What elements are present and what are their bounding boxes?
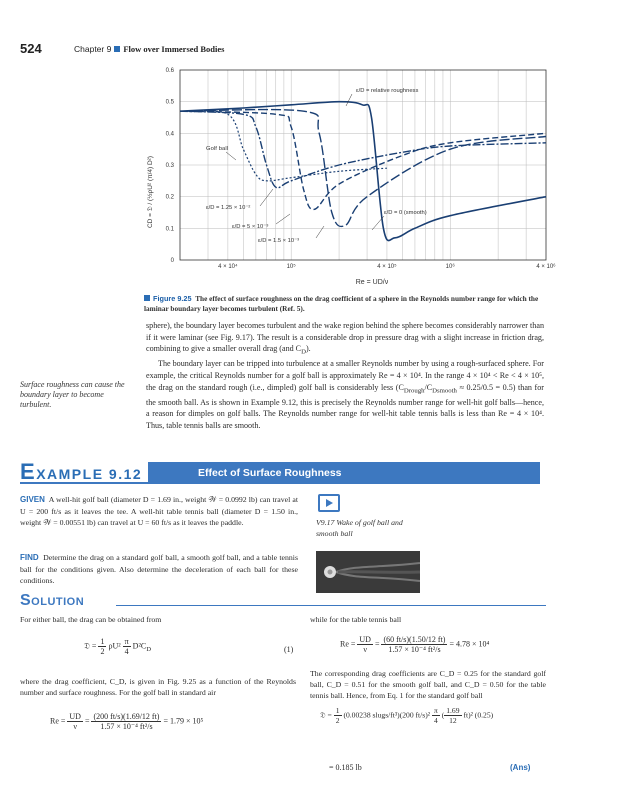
chapter-title: Flow over Immersed Bodies (123, 44, 225, 54)
paragraph: The boundary layer can be tripped into turbulence at a smaller Reynolds number by using a rough-surfaced sphere. For example, the critical Reynolds number for a golf ball is approximately Re = 4 × 10⁴. In the range 4 × 10⁴ < Re < 4 × 10⁵, the drag on the standard rough (i.e., dimpled) golf ball is considerably less $(C_{Drough}/C_{Dsmooth} \approx 0.25/0.5 = 0.5)$ than for the smooth ball. As is shown in Example 9.12, this is precisely the Reynolds number range for well-hit golf balls—hence, a reason for dimples on golf balls. The Reynolds number range for well-hit table tennis balls is less than Re = 4 × 10⁴. Thus, table tennis balls are smooth. (146, 359, 544, 430)
annotation-relative-roughness: ε/D = relative roughness (356, 88, 419, 94)
given-heading: GIVEN (20, 495, 45, 504)
drag-result: = 0.185 lb (329, 763, 362, 772)
paragraph: sphere), the boundary layer becomes turbulent and the wake region behind the sphere becomes considerably narrower than if it were laminar (see Fig. 9.17). The result is a considerable drop in pressure drag with a slight increase in friction drag, combining to give a smaller overall drag (and $C_D$). (146, 321, 544, 356)
annotation-eps-5e-3: ε/D = 5 × 10⁻³ (232, 224, 269, 230)
annotation-golf-ball: Golf ball (206, 146, 228, 152)
leader-line (316, 226, 324, 238)
y-tick-label: 0.5 (165, 99, 174, 106)
y-tick-label: 0.4 (165, 131, 174, 138)
example-title: Effect of Surface Roughness (198, 467, 342, 479)
y-tick-label: 0 (170, 258, 174, 264)
video-thumbnail[interactable] (316, 551, 420, 593)
square-bullet-icon (114, 46, 120, 52)
annotation-eps-1-25e-2: ε/D = 1.25 × 10⁻² (206, 205, 251, 211)
x-tick-label: 4 × 10⁶ (536, 264, 556, 270)
y-tick-label: 0.3 (165, 163, 174, 169)
square-bullet-icon (144, 295, 150, 301)
y-tick-label: 0.2 (165, 194, 174, 201)
find-block (20, 552, 298, 587)
x-axis-label: Re = UD/ν (355, 279, 389, 286)
annotation-eps-1-5e-3: ε/D = 1.5 × 10⁻³ (258, 238, 300, 244)
annotation-smooth: ε/D = 0 (smooth) (384, 210, 427, 216)
video-caption: V9.17 Wake of golf ball and smooth ball (316, 518, 403, 538)
x-tick-label: 10⁵ (286, 264, 296, 270)
x-tick-label: 4 × 10⁴ (218, 264, 238, 270)
y-axis-label-text: CD = 𝔇 / (½ρU² (π/4) D²) (147, 155, 154, 229)
solution-right-text: The corresponding drag coefficients are C_D = 0.25 for the standard golf ball, C_D = 0.51 for the smooth golf ball, and C_D = 0.50 for the table tennis ball. Hence, from Eq. 1 for the standard golf ball (310, 669, 546, 700)
figure-label: Figure 9.25 (153, 294, 192, 303)
drag-equation: 𝔇 = $\frac{1}{2}$ (0.00238 slugs/ft³)(200 ft/s)² $\frac{\pi}{4}$ ( $\frac{1.69}{12}$ ft)² (0.25) (320, 706, 494, 725)
example-label: EXAMPLE 9.12 (20, 460, 148, 482)
equation-1-tag: (1) (284, 645, 294, 654)
y-tick-label: 0.6 (165, 68, 174, 74)
leader-line (276, 214, 290, 224)
running-header (74, 44, 224, 54)
body-text (146, 320, 544, 432)
page-number: 524 (20, 41, 42, 56)
y-tick-label: 0.1 (165, 226, 174, 233)
chart-series (180, 102, 546, 241)
series-line-1 (180, 111, 546, 188)
chapter-label: Chapter 9 (74, 44, 112, 54)
margin-note: Surface roughness can cause the boundary layer to become turbulent. (20, 380, 125, 410)
solution-left-text: where the drag coefficient, C_D, is given in Fig. 9.25 as a function of the Reynolds number and surface roughness. For the golf ball in standard air (20, 677, 296, 697)
reynolds-golf-equation: Re = $\frac{UD}{\nu}$ = $\frac{(200 ft/s)(1.69/12 ft)}{\text{1.57 × 10⁻⁴ ft²/s}}$ = 1.79 × 10⁵ (50, 712, 204, 731)
answer-marker: (Ans) (510, 763, 531, 772)
chart-grid (180, 70, 546, 260)
figure-caption-text: The effect of surface roughness on the drag coefficient of a sphere in the Reynolds number range for which the laminar boundary layer becomes turbulent (Ref. 5). (144, 294, 539, 313)
find-heading: FIND (20, 553, 39, 562)
solution-rule (116, 605, 546, 606)
drag-coefficient-chart (140, 62, 560, 294)
leader-line (346, 94, 352, 106)
given-block (20, 494, 298, 529)
chart-ticks (166, 68, 557, 270)
y-axis-label (146, 156, 154, 228)
find-text: Determine the drag on a standard golf ball, a smooth golf ball, and a table tennis ball for the conditions given. Also determine the deceleration of each ball for these conditions. (20, 553, 298, 585)
video-play-icon[interactable] (318, 494, 340, 512)
given-text: A well-hit golf ball (diameter D = 1.69 in., weight 𝒲 = 0.0992 lb) can travel at U = 200 ft/s as it leaves the tee. A well-hit table tennis ball (diameter D = 1.50 in., weight 𝒲 = 0.00551 lb) can travel at U = 60 ft/s as it leaves the paddle. (20, 495, 299, 527)
equation-1: 𝔇 = $\frac{1}{2}$ ρU² $\frac{\pi}{4}$ $D^2C_D$ (84, 637, 151, 656)
leader-line (226, 152, 236, 160)
solution-heading: SOLUTION (20, 592, 85, 609)
figure-caption (144, 294, 539, 313)
x-tick-label: 10⁶ (445, 264, 455, 270)
solution-left-intro: For either ball, the drag can be obtained from (20, 615, 162, 624)
solution-right-intro: while for the table tennis ball (310, 615, 402, 624)
reynolds-tennis-equation: Re = $\frac{UD}{\nu}$ = $\frac{(60 ft/s)(1.50/12 ft)}{\text{1.57 × 10⁻⁴ ft²/s}}$ = 4.78 × 10⁴ (340, 635, 490, 654)
x-tick-label: 4 × 10⁵ (377, 264, 397, 270)
